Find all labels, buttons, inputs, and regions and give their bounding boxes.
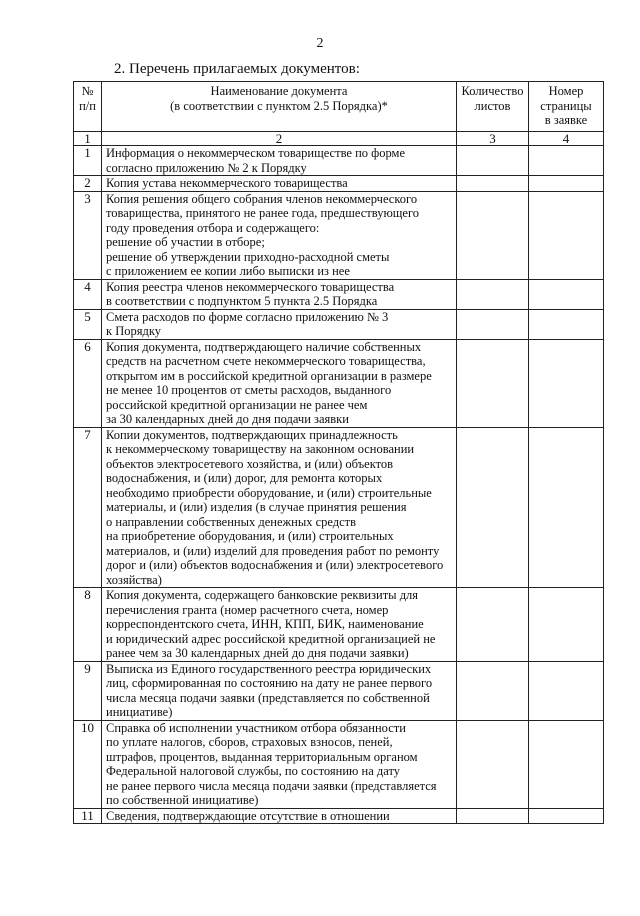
row-number: 1: [74, 146, 102, 176]
table-header-row: [74, 82, 604, 132]
page-number: 2: [316, 36, 324, 51]
header-sheets: Количество листов: [457, 82, 529, 132]
header-page: Номер страницы в заявке: [529, 82, 604, 132]
document-name: Копии документов, подтверждающих принадлежность к некоммерческому товариществу на законном основании объектов электросетевого хозяйства, и (или) объектов водоснабжения, и (или) дорог, для ремонта которых необходимо приобрести оборудование, и (или) строительные материалы, и (или) изделия (в случае принятия решения о направлении собственных денежных средств на приобретение оборудования, и (или) строительных материалов, и (или) изделий для проведения работ по ремонту дорог и (или) объектов водоснабжения и (или) электросетевого хозяйства): [102, 427, 457, 588]
page-number-cell: [529, 309, 604, 339]
document-name: Копия документа, содержащего банковские реквизиты для перечисления гранта (номер расчетного счета, номер корреспондентского счета, ИНН, КПП, БИК, наименование и юридический адрес российской кредитной организацией не ранее чем за 30 календарных дней до дня подачи заявки): [102, 588, 457, 662]
row-number: 11: [74, 808, 102, 824]
sheets-count-cell: [457, 661, 529, 720]
header-num: № п/п: [74, 82, 102, 132]
row-number: 4: [74, 279, 102, 309]
row-number: 10: [74, 720, 102, 808]
table-row: [74, 808, 604, 824]
table-row: [74, 720, 604, 808]
table-row: [74, 427, 604, 588]
row-number: 7: [74, 427, 102, 588]
table-row: [74, 146, 604, 176]
sheets-count-cell: [457, 191, 529, 279]
table-row: [74, 279, 604, 309]
document-name: Информация о некоммерческом товариществе по форме согласно приложению № 2 к Порядку: [102, 146, 457, 176]
row-number: 2: [74, 176, 102, 192]
row-number: 9: [74, 661, 102, 720]
table-row: [74, 339, 604, 427]
section-title: 2. Перечень прилагаемых документов:: [114, 61, 360, 77]
header-name: Наименование документа (в соответствии с пунктом 2.5 Порядка)*: [102, 82, 457, 132]
column-index: 1: [74, 132, 102, 146]
column-index: 3: [457, 132, 529, 146]
row-number: 6: [74, 339, 102, 427]
column-index-row: [74, 132, 604, 146]
table-row: [74, 191, 604, 279]
sheets-count-cell: [457, 720, 529, 808]
page-number-cell: [529, 176, 604, 192]
page-number-cell: [529, 339, 604, 427]
document-name: Справка об исполнении участником отбора обязанности по уплате налогов, сборов, страховых взносов, пеней, штрафов, процентов, выданная территориальным органом Федеральной налоговой службы, по состоянию на дату не ранее первого числа месяца подачи заявки (представляется по собственной инициативе): [102, 720, 457, 808]
row-number: 5: [74, 309, 102, 339]
sheets-count-cell: [457, 146, 529, 176]
row-number: 3: [74, 191, 102, 279]
page-number-cell: [529, 720, 604, 808]
column-index: 2: [102, 132, 457, 146]
table-row: [74, 176, 604, 192]
document-name: Копия документа, подтверждающего наличие собственных средств на расчетном счете некоммерческого товарищества, открытом им в российской кредитной организации в размере не менее 10 процентов от сметы расходов, выданного российской кредитной организации не ранее чем за 30 календарных дней до дня подачи заявки: [102, 339, 457, 427]
row-number: 8: [74, 588, 102, 662]
page-number-cell: [529, 427, 604, 588]
sheets-count-cell: [457, 339, 529, 427]
page-number-cell: [529, 191, 604, 279]
page-number-cell: [529, 661, 604, 720]
column-index: 4: [529, 132, 604, 146]
page-number-cell: [529, 279, 604, 309]
document-name: Копия реестра членов некоммерческого товарищества в соответствии с подпунктом 5 пункта 2.5 Порядка: [102, 279, 457, 309]
page-number-cell: [529, 146, 604, 176]
documents-table: [73, 81, 604, 824]
sheets-count-cell: [457, 427, 529, 588]
page-number-cell: [529, 808, 604, 824]
sheets-count-cell: [457, 279, 529, 309]
document-name: Выписка из Единого государственного реестра юридических лиц, сформированная по состоянию на дату не ранее первого числа месяца подачи заявки (представляется по собственной инициативе): [102, 661, 457, 720]
sheets-count-cell: [457, 808, 529, 824]
sheets-count-cell: [457, 588, 529, 662]
sheets-count-cell: [457, 309, 529, 339]
table-row: [74, 588, 604, 662]
document-name: Смета расходов по форме согласно приложению № 3 к Порядку: [102, 309, 457, 339]
page-number-cell: [529, 588, 604, 662]
document-name: Сведения, подтверждающие отсутствие в отношении: [102, 808, 457, 824]
table-row: [74, 309, 604, 339]
document-name: Копия устава некоммерческого товарищества: [102, 176, 457, 192]
table-row: [74, 661, 604, 720]
sheets-count-cell: [457, 176, 529, 192]
document-name: Копия решения общего собрания членов некоммерческого товарищества, принятого не ранее года, предшествующего году проведения отбора и содержащего: решение об участии в отборе; решение об утверждении приходно-расходной сметы с приложением ее копии либо выписки из нее: [102, 191, 457, 279]
